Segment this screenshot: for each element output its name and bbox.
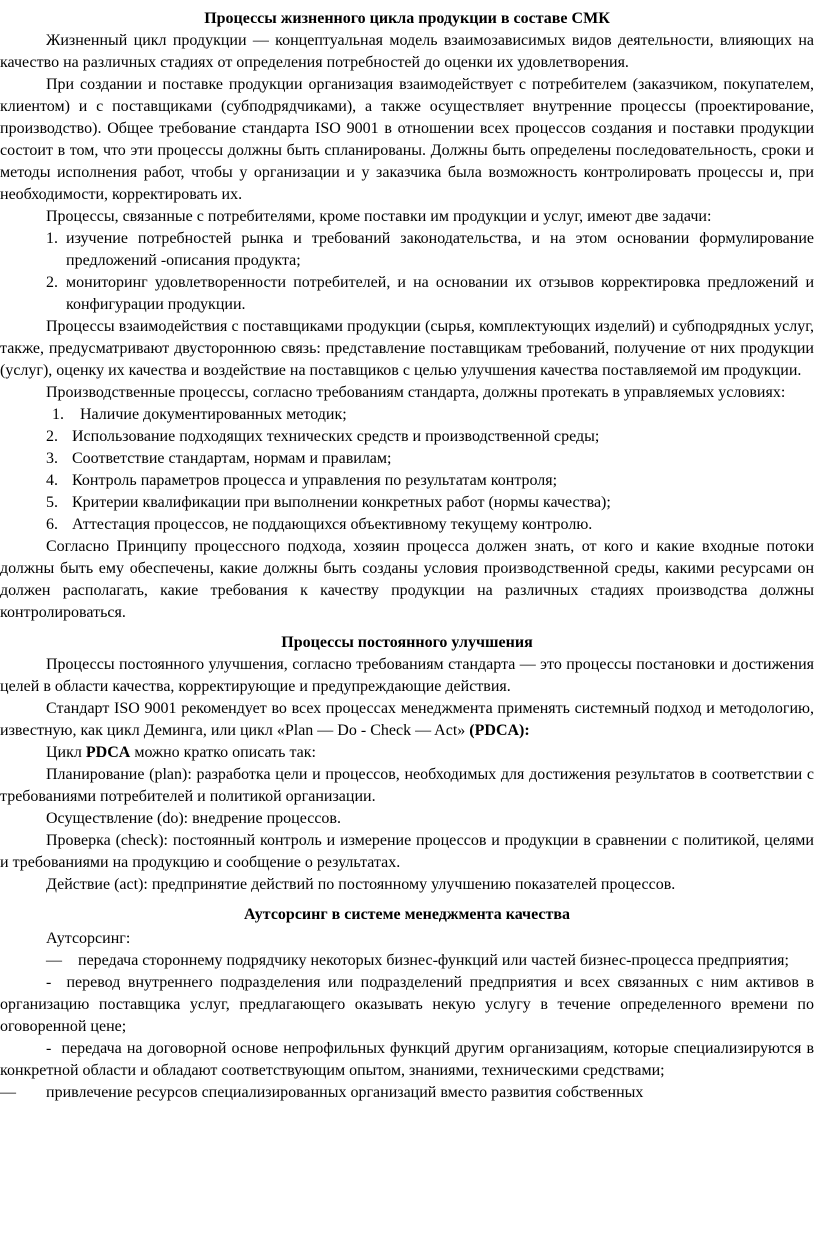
list-item: 2. Использование подходящих технических средств и производственной среды;	[46, 428, 600, 445]
paragraph: Проверка (check): постоянный контроль и измерение процессов и продукции в сравнении с политикой, целями и требованиями на продукцию и сообщение о результатах.	[0, 832, 814, 871]
section-title: Аутсорсинг в системе менеджмента качества	[244, 906, 570, 923]
paragraph: Процессы взаимодействия с поставщиками продукции (сырья, комплектующих изделий) и субподрядных услуг, также, предусматривают двустороннюю связь: представление поставщикам требований, получение от них продукции (услуг), оценку их качества и воздействие на поставщиков с целью улучшения качества поставляемой им продукции.	[0, 318, 814, 379]
list-item: — передача стороннему подрядчику некоторых бизнес-функций или частей бизнес-процесса предприятия;	[46, 952, 789, 969]
paragraph: Жизненный цикл продукции — концептуальная модель взаимозависимых видов деятельности, влияющих на качество на различных стадиях от определения потребностей до оценки их удовлетворения.	[0, 32, 814, 71]
conditions-list	[0, 404, 814, 536]
list-item: — привлечение ресурсов специализированных организаций вместо развития собственных	[0, 1084, 644, 1101]
paragraph: Планирование (plan): разработка цели и процессов, необходимых для достижения результатов в соответствии с требованиями потребителей и политикой организации.	[0, 766, 814, 805]
paragraph: При создании и поставке продукции организация взаимодействует с потребителем (заказчиком, покупателем, клиентом) и с поставщиками (субподрядчиками), а также осуществляет внутренние процессы (проектирование, производство). Общее требование стандарта ISO 9001 в отношении всех процессов создания и поставки продукции состоит в том, что эти процессы должны быть спланированы. Должны быть определены последовательность, сроки и методы исполнения работ, чтобы у организации и у заказчика была возможность контролировать процессы и, при необходимости, корректировать их.	[0, 76, 814, 203]
list-item: 2. мониторинг удовлетворенности потребителей, и на основании их отзывов корректировка предложений и конфигурации продукции.	[46, 274, 814, 313]
list-item: 1. изучение потребностей рынка и требований законодательства, и на этом основании формулирование предложений -описания продукта;	[46, 230, 814, 269]
paragraph: Стандарт ISO 9001 рекомендует во всех процессах менеджмента применять системный подход и методологию, известную, как цикл Деминга, или цикл «Plan — Do - Check — Act» (PDCA):	[0, 700, 814, 739]
paragraph: Процессы, связанные с потребителями, кроме поставки им продукции и услуг, имеют две задачи:	[46, 208, 712, 225]
list-item: 5. Критерии квалификации при выполнении конкретных работ (нормы качества);	[46, 494, 611, 511]
tasks-list	[0, 228, 814, 316]
section-title: Процессы постоянного улучшения	[281, 634, 533, 651]
paragraph: Аутсорсинг:	[46, 930, 131, 947]
list-item: - перевод внутреннего подразделения или подразделений предприятия и всех связанных с ним активов в организацию поставщика услуг, предлагающего оказывать некую услугу в течение определенного времени по оговоренной цене;	[0, 974, 814, 1035]
list-item: 6. Аттестация процессов, не поддающихся объективному текущему контролю.	[46, 516, 593, 533]
paragraph: Процессы постоянного улучшения, согласно требованиям стандарта — это процессы постановки и достижения целей в области качества, корректирующие и предупреждающие действия.	[0, 656, 814, 695]
paragraph: Осуществление (do): внедрение процессов.	[46, 810, 341, 827]
paragraph: Цикл PDCA можно кратко описать так:	[46, 744, 316, 761]
list-item: 1. Наличие документированных методик;	[52, 406, 347, 423]
paragraph: Действие (act): предпринятие действий по постоянному улучшению показателей процессов.	[46, 876, 676, 893]
list-item: 3. Соответствие стандартам, нормам и правилам;	[46, 450, 392, 467]
paragraph: Производственные процессы, согласно требованиям стандарта, должны протекать в управляемых условиях:	[46, 384, 786, 401]
list-item: - передача на договорной основе непрофильных функций другим организациям, которые специализируются в конкретной области и обладают соответствующим опытом, знаниями, техническими средствами;	[0, 1040, 815, 1079]
list-item: 4. Контроль параметров процесса и управления по результатам контроля;	[46, 472, 558, 489]
section-title: Процессы жизненного цикла продукции в составе СМК	[204, 10, 610, 27]
paragraph: Согласно Принципу процессного подхода, хозяин процесса должен знать, от кого и какие входные потоки должны быть ему обеспечены, какие должны быть созданы условия производственной среды, какими ресурсами он должен располагать, какие требования к качеству продукции на различных стадиях производства должны контролироваться.	[0, 538, 814, 621]
